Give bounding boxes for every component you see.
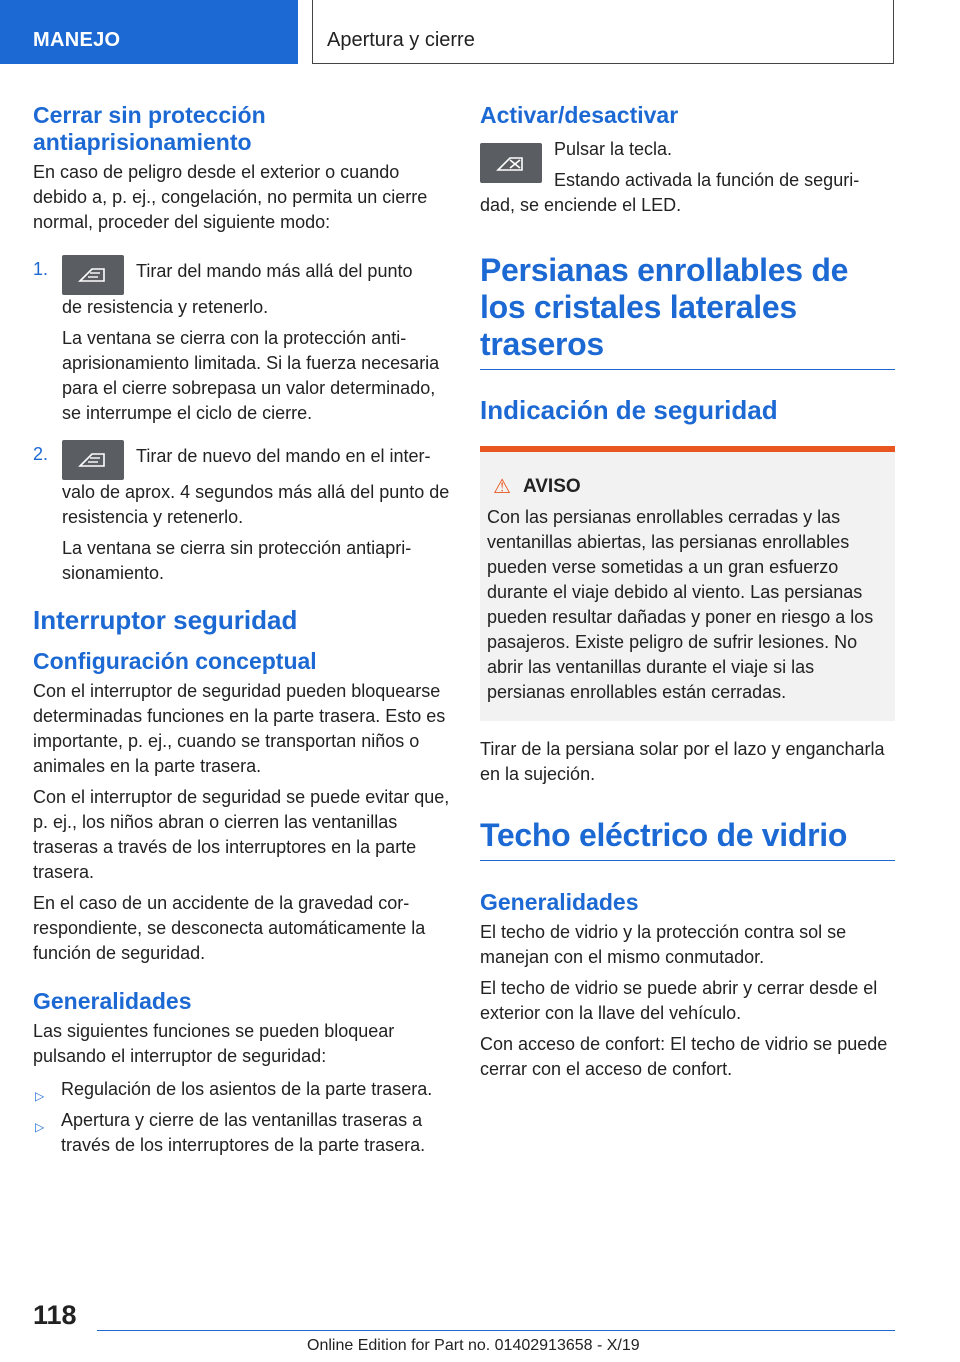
step-number: 2. <box>33 444 49 464</box>
window-switch-icon <box>62 255 124 295</box>
warning-title: AVISO <box>522 475 581 497</box>
heading-general: Generalidades <box>33 988 192 1014</box>
paragraph-blind-hook: Tirar de la persiana solar por el lazo y engancharla en la sujeción. <box>480 739 885 784</box>
warning-text: Con las persianas enrollables cerradas y las ventanillas abiertas, las persianas enrollables pueden verse sometidas a un gran esfuerzo durante el viaje debido al viento. Las persianas pueden resultar dañadas y poner en riesgo a los pasajeros. Existe peligro de sufrir lesiones. No abrir las ventanillas durante el viaje si las persianas enrollables están cerradas. <box>487 507 874 702</box>
list-item <box>33 1077 451 1102</box>
paragraph-roof-3: Con acceso de confort: El techo de vidrio se puede cerrar con el acceso de confort. <box>480 1034 888 1079</box>
step-number: 1. <box>33 259 49 279</box>
warning-box <box>480 446 895 721</box>
list-item <box>33 1108 451 1158</box>
footer-edition: Online Edition for Part no. 01402913658 - X/19 <box>307 1337 640 1354</box>
heading-roof: Techo eléctrico de vidrio <box>480 817 848 853</box>
heading-blinds-wrap <box>480 252 895 370</box>
triangle-bullet-icon: ▷ <box>35 1089 45 1103</box>
heading-activate: Activar/desactivar <box>480 102 679 128</box>
window-switch-icon <box>62 440 124 480</box>
step-text: Tirar de nuevo del mando en el inter- <box>136 446 431 466</box>
list-item-text: Apertura y cierre de las ventanillas traseras a través de los interruptores de la parte trasera. <box>61 1110 426 1155</box>
right-column <box>480 102 895 1088</box>
heading-blinds: Persianas enrollables de los cristales laterales traseros <box>480 252 849 362</box>
heading-roof-wrap <box>480 817 895 861</box>
page-number: 118 <box>33 1300 77 1330</box>
header-chapter: Apertura y cierre <box>327 29 475 51</box>
paragraph-concept-1: Con el interruptor de seguridad pueden bloquearse determinadas funciones en la parte trasera. Esto es importante, p. ej., cuando se transportan niños o animales en la parte trasera. <box>33 681 446 776</box>
heading-concept: Configuración conceptual <box>33 648 317 674</box>
footer-divider <box>97 1330 895 1331</box>
triangle-bullet-icon: ▷ <box>35 1120 45 1134</box>
paragraph-general: Las siguientes funciones se pueden bloquear pulsando el interruptor de seguridad: <box>33 1021 395 1066</box>
paragraph-led-cont: dad, se enciende el LED. <box>480 195 682 215</box>
heading-close-without-protection: Cerrar sin protección antiaprisionamiento <box>33 102 266 155</box>
list-item-text: Regulación de los asientos de la parte trasera. <box>61 1079 433 1099</box>
paragraph-concept-3: En el caso de un accidente de la gravedad correspondiente, se desconecta automáticamente la función de seguridad. <box>33 893 426 963</box>
header-section: MANEJO <box>33 29 121 51</box>
paragraph-concept-2: Con el interruptor de seguridad se puede evitar que, p. ej., los niños abran o cierren las ventanillas traseras a través de los interruptores en la parte trasera. <box>33 787 450 882</box>
paragraph-roof-2: El techo de vidrio se puede abrir y cerrar desde el exterior con la llave del vehículo. <box>480 978 878 1023</box>
warning-triangle-icon: ⚠ <box>493 476 511 498</box>
step-text: Tirar del mando más allá del punto <box>136 261 413 281</box>
activate-row <box>480 139 895 193</box>
left-column <box>33 102 451 1164</box>
step-text-cont: valo de aprox. 4 segundos más allá del punto de resistencia y retenerlo. <box>62 482 450 527</box>
paragraph-roof-1: El techo de vidrio y la protección contra sol se manejan con el mismo conmutador. <box>480 922 847 967</box>
paragraph-close-intro: En caso de peligro desde el exterior o cuando debido a, p. ej., congelación, no permita un cierre normal, proceder del siguiente modo: <box>33 162 428 232</box>
step-2 <box>33 440 451 586</box>
child-lock-switch-icon <box>480 143 542 183</box>
heading-safety-note: Indicación de seguridad <box>480 395 778 425</box>
paragraph-press: Pulsar la tecla. <box>554 139 673 159</box>
warning-header <box>487 474 888 499</box>
step-note: La ventana se cierra con la protección antiaprisionamiento limitada. Si la fuerza necesaria para el cierre sobrepasa un valor determinado, se interrumpe el ciclo de cierre. <box>62 328 440 423</box>
header-chapter-box <box>312 0 894 64</box>
header-section-tab <box>0 0 298 64</box>
step-note: La ventana se cierra sin protección antiaprisionamiento. <box>62 538 412 583</box>
step-text-cont: de resistencia y retenerlo. <box>62 297 269 317</box>
heading-roof-general: Generalidades <box>480 889 639 915</box>
paragraph-led: Estando activada la función de seguri- <box>554 170 860 190</box>
step-1 <box>33 255 451 426</box>
heading-safety-switch: Interruptor seguridad <box>33 605 298 635</box>
